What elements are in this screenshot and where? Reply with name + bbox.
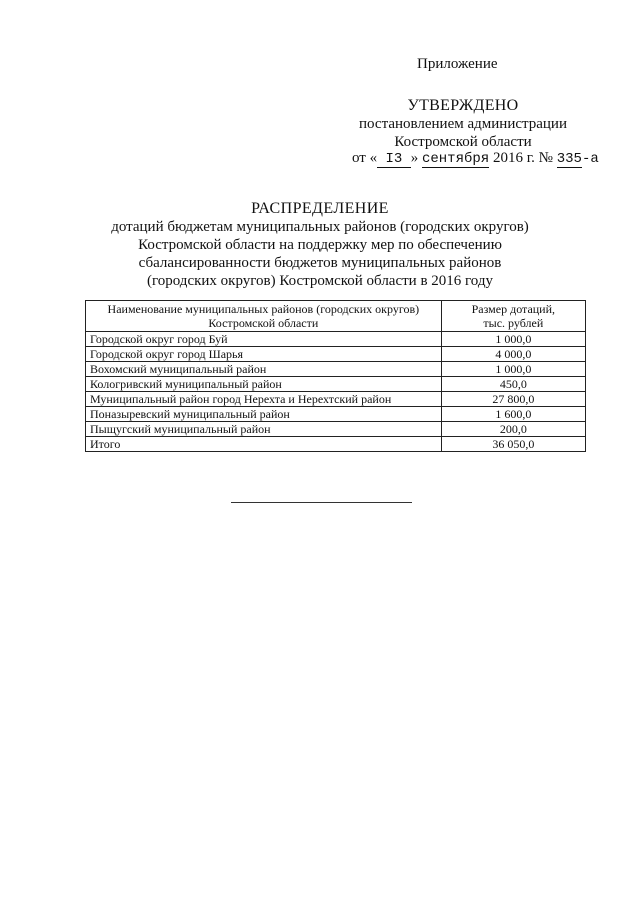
end-divider [231,502,412,503]
table-row [86,362,586,377]
heading-title: РАСПРЕДЕЛЕНИЕ [251,200,389,217]
column-header-amount [441,301,585,332]
approval-block [350,97,576,151]
table-row [86,347,586,362]
row-name: Городской округ город Шарья [86,347,442,362]
row-name: Поназыревский муниципальный район [86,407,442,422]
header-line: Наименование муниципальных районов (городских округов) [107,302,420,316]
total-amount: 36 050,0 [441,437,585,452]
approval-year: 2016 г. № [489,150,553,166]
approval-title: УТВЕРЖДЕНО [407,97,519,114]
header-line: Размер дотаций, [471,302,556,316]
row-amount: 200,0 [441,422,585,437]
date-day-close: » [410,150,419,166]
row-amount: 1 000,0 [441,332,585,347]
row-amount: 1 000,0 [441,362,585,377]
document-heading [100,200,540,290]
date-prefix: от « [352,150,378,166]
approval-line-1: постановлением администрации [359,116,567,132]
table-row [86,377,586,392]
table-row [86,407,586,422]
row-amount: 4 000,0 [441,347,585,362]
heading-line: дотаций бюджетам муниципальных районов (городских округов) [111,219,529,235]
table-total-row [86,437,586,452]
row-name: Вохомский муниципальный район [86,362,442,377]
row-amount: 1 600,0 [441,407,585,422]
row-amount: 450,0 [441,377,585,392]
heading-line: (городских округов) Костромской области в 2016 году [146,273,494,289]
approval-line-2: Костромской области [394,134,532,150]
row-amount: 27 800,0 [441,392,585,407]
heading-line: Костромской области на поддержку мер по обеспечению [138,237,502,253]
row-name: Пыщугский муниципальный район [86,422,442,437]
table-row [86,422,586,437]
heading-line: сбалансированности бюджетов муниципальных районов [138,255,502,271]
row-name: Городской округ город Буй [86,332,442,347]
header-line: тыс. рублей [483,316,544,330]
table-row [86,392,586,407]
column-header-name [86,301,442,332]
approval-number-suffix: -а [581,151,599,167]
table-row [86,332,586,347]
approval-day: I3 [377,151,411,167]
approval-date-line [352,150,599,167]
row-name: Кологривский муниципальный район [86,377,442,392]
header-line: Костромской области [208,316,319,330]
approval-month: сентября [421,151,490,167]
approval-number: 335 [556,151,582,167]
table-header-row [86,301,586,332]
row-name: Муниципальный район город Нерехта и Нерехтский район [86,392,442,407]
appendix-label: Приложение [417,56,498,72]
total-label: Итого [86,437,442,452]
subsidy-table [85,300,586,452]
